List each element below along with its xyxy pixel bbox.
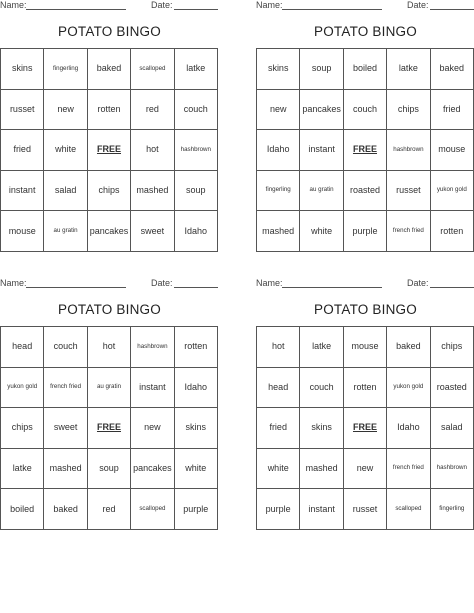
bingo-cell: yukon gold bbox=[431, 171, 474, 212]
free-space-cell: FREE bbox=[344, 408, 387, 449]
bingo-cell: hot bbox=[88, 327, 131, 368]
bingo-cell: instant bbox=[300, 130, 343, 171]
bingo-cell: white bbox=[257, 449, 300, 490]
bingo-cell: hashbrown bbox=[175, 130, 218, 171]
bingo-cell: instant bbox=[300, 489, 343, 530]
bingo-cell: head bbox=[257, 368, 300, 409]
bingo-cell: soup bbox=[300, 49, 343, 90]
bingo-cell: salad bbox=[431, 408, 474, 449]
bingo-cell: roasted bbox=[344, 171, 387, 212]
bingo-grid bbox=[0, 48, 218, 252]
bingo-cell: instant bbox=[1, 171, 44, 212]
date-label: Date: bbox=[151, 0, 173, 10]
bingo-cell: rotten bbox=[88, 90, 131, 131]
bingo-cell: white bbox=[44, 130, 87, 171]
bingo-cell: purple bbox=[344, 211, 387, 252]
bingo-cell: white bbox=[175, 449, 218, 490]
card-title: POTATO BINGO bbox=[314, 302, 417, 317]
date-label: Date: bbox=[407, 278, 429, 288]
bingo-cell: sweet bbox=[131, 211, 174, 252]
bingo-cell: french fried bbox=[387, 449, 430, 490]
bingo-cell: pancakes bbox=[131, 449, 174, 490]
bingo-cell: hashbrown bbox=[387, 130, 430, 171]
card-title: POTATO BINGO bbox=[58, 24, 161, 39]
bingo-cell: french fried bbox=[44, 368, 87, 409]
bingo-cell: red bbox=[88, 489, 131, 530]
bingo-cell: au gratin bbox=[44, 211, 87, 252]
bingo-cell: baked bbox=[431, 49, 474, 90]
bingo-cell: baked bbox=[387, 327, 430, 368]
bingo-cell: scalloped bbox=[131, 49, 174, 90]
bingo-cell: Idaho bbox=[175, 368, 218, 409]
card-title: POTATO BINGO bbox=[58, 302, 161, 317]
bingo-cell: skins bbox=[175, 408, 218, 449]
bingo-cell: rotten bbox=[344, 368, 387, 409]
card-header bbox=[0, 0, 219, 12]
bingo-cell: boiled bbox=[344, 49, 387, 90]
date-line bbox=[174, 287, 218, 288]
bingo-cell: purple bbox=[257, 489, 300, 530]
bingo-cell: au gratin bbox=[300, 171, 343, 212]
bingo-cell: mouse bbox=[1, 211, 44, 252]
bingo-cell: fried bbox=[1, 130, 44, 171]
card-header bbox=[256, 278, 474, 290]
name-line bbox=[26, 287, 126, 288]
bingo-cell: soup bbox=[88, 449, 131, 490]
bingo-grid bbox=[256, 48, 474, 252]
bingo-cell: red bbox=[131, 90, 174, 131]
bingo-cell: pancakes bbox=[300, 90, 343, 131]
free-space-cell: FREE bbox=[88, 408, 131, 449]
bingo-cell: fingerling bbox=[44, 49, 87, 90]
bingo-cell: russet bbox=[387, 171, 430, 212]
name-label: Name: bbox=[256, 0, 283, 10]
bingo-cell: baked bbox=[88, 49, 131, 90]
bingo-cell: hot bbox=[131, 130, 174, 171]
bingo-cell: skins bbox=[257, 49, 300, 90]
bingo-cell: Idaho bbox=[387, 408, 430, 449]
bingo-cell: mouse bbox=[431, 130, 474, 171]
bingo-cell: skins bbox=[300, 408, 343, 449]
bingo-cell: fried bbox=[257, 408, 300, 449]
date-line bbox=[430, 287, 474, 288]
bingo-cell: mashed bbox=[131, 171, 174, 212]
bingo-cell: chips bbox=[88, 171, 131, 212]
bingo-cell: fingerling bbox=[431, 489, 474, 530]
bingo-cell: latke bbox=[300, 327, 343, 368]
name-label: Name: bbox=[0, 278, 27, 288]
bingo-cell: couch bbox=[175, 90, 218, 131]
bingo-cell: scalloped bbox=[387, 489, 430, 530]
bingo-cell: latke bbox=[387, 49, 430, 90]
card-title: POTATO BINGO bbox=[314, 24, 417, 39]
bingo-cell: pancakes bbox=[88, 211, 131, 252]
bingo-cell: fingerling bbox=[257, 171, 300, 212]
name-label: Name: bbox=[0, 0, 27, 10]
bingo-cell: boiled bbox=[1, 489, 44, 530]
bingo-cell: mashed bbox=[300, 449, 343, 490]
bingo-cell: instant bbox=[131, 368, 174, 409]
bingo-cell: couch bbox=[344, 90, 387, 131]
name-label: Name: bbox=[256, 278, 283, 288]
bingo-cell: salad bbox=[44, 171, 87, 212]
bingo-cell: soup bbox=[175, 171, 218, 212]
bingo-cell: chips bbox=[387, 90, 430, 131]
bingo-cell: russet bbox=[1, 90, 44, 131]
date-label: Date: bbox=[151, 278, 173, 288]
bingo-cell: yukon gold bbox=[387, 368, 430, 409]
bingo-cell: Idaho bbox=[257, 130, 300, 171]
bingo-cell: au gratin bbox=[88, 368, 131, 409]
card-header bbox=[0, 278, 219, 290]
bingo-cell: Idaho bbox=[175, 211, 218, 252]
bingo-cell: hashbrown bbox=[131, 327, 174, 368]
free-space-cell: FREE bbox=[344, 130, 387, 171]
bingo-cell: latke bbox=[175, 49, 218, 90]
bingo-cell: couch bbox=[300, 368, 343, 409]
date-line bbox=[174, 9, 218, 10]
name-line bbox=[26, 9, 126, 10]
card-header bbox=[256, 0, 474, 12]
bingo-cell: rotten bbox=[431, 211, 474, 252]
bingo-grid bbox=[256, 326, 474, 530]
bingo-cell: new bbox=[131, 408, 174, 449]
bingo-cell: roasted bbox=[431, 368, 474, 409]
free-space-cell: FREE bbox=[88, 130, 131, 171]
name-line bbox=[282, 9, 382, 10]
bingo-grid bbox=[0, 326, 218, 530]
bingo-cell: hot bbox=[257, 327, 300, 368]
bingo-cell: sweet bbox=[44, 408, 87, 449]
bingo-cell: mashed bbox=[257, 211, 300, 252]
bingo-cell: latke bbox=[1, 449, 44, 490]
bingo-cell: new bbox=[344, 449, 387, 490]
date-line bbox=[430, 9, 474, 10]
bingo-cell: white bbox=[300, 211, 343, 252]
date-label: Date: bbox=[407, 0, 429, 10]
bingo-cell: mouse bbox=[344, 327, 387, 368]
bingo-cell: mashed bbox=[44, 449, 87, 490]
bingo-cell: rotten bbox=[175, 327, 218, 368]
bingo-cell: head bbox=[1, 327, 44, 368]
bingo-cell: scalloped bbox=[131, 489, 174, 530]
bingo-cell: baked bbox=[44, 489, 87, 530]
bingo-cell: hashbrown bbox=[431, 449, 474, 490]
bingo-cell: french fried bbox=[387, 211, 430, 252]
bingo-cell: yukon gold bbox=[1, 368, 44, 409]
bingo-cell: new bbox=[44, 90, 87, 131]
bingo-cell: couch bbox=[44, 327, 87, 368]
bingo-cell: skins bbox=[1, 49, 44, 90]
name-line bbox=[282, 287, 382, 288]
bingo-cell: purple bbox=[175, 489, 218, 530]
bingo-cell: new bbox=[257, 90, 300, 131]
bingo-cell: chips bbox=[431, 327, 474, 368]
bingo-cell: chips bbox=[1, 408, 44, 449]
bingo-cell: fried bbox=[431, 90, 474, 131]
bingo-cell: russet bbox=[344, 489, 387, 530]
